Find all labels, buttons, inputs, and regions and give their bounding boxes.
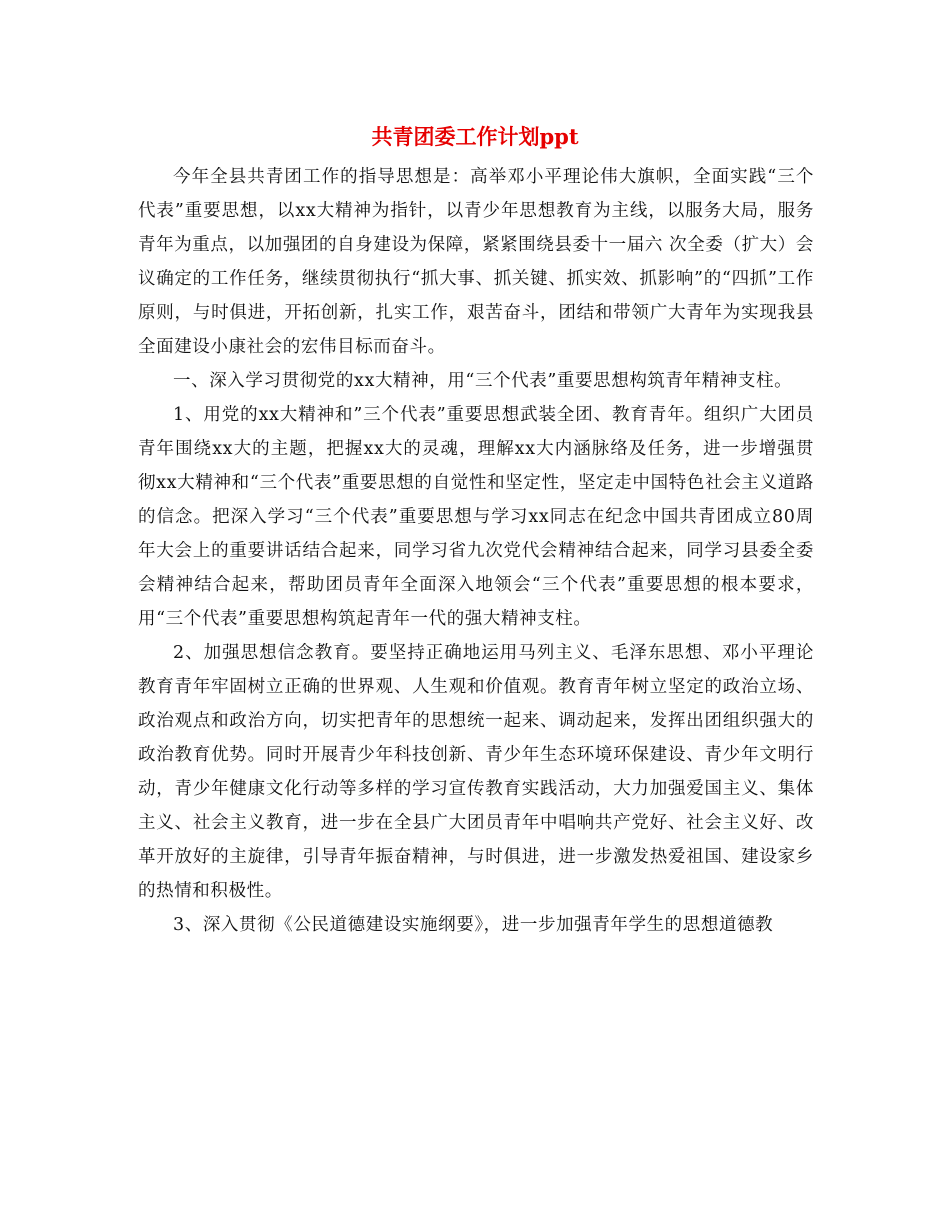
paragraph-item-3: 3、深入贯彻《公民道德建设实施纲要》，进一步加强青年学生的思想道德教 — [173, 915, 774, 935]
paragraph-guiding-thought: 今年全县共青团工作的指导思想是：高举邓小平理论伟大旗帜，全面实践“三个代表”重要思想，以xx大精神为指针，以青少年思想教育为主线，以服务大局，服务青年为重点，以加强团的自身建设为保障，紧紧围绕县委十一届六 次全委（扩大）会议确定的工作任务，继续贯彻执行“抓大事、抓关键、抓实效、抓影响”的“四抓”工作原则，与时俱进，开拓创新，扎实工作，艰苦奋斗，团结和带领广大青年为实现我县全面建设小康社会的宏伟目标而奋斗。 — [138, 167, 814, 357]
paragraph-item-2: 2、加强思想信念教育。要坚持正确地运用马列主义、毛泽东思想、邓小平理论教育青年牢固树立正确的世界观、人生观和价值观。教育青年树立坚定的政治立场、政治观点和政治方向，切实把青年的思想统一起来、调动起来，发挥出团组织强大的政治教育优势。同时开展青少年科技创新、青少年生态环境环保建设、青少年文明行动，青少年健康文化行动等多样的学习宣传教育实践活动，大力加强爱国主义、集体主义、社会主义教育，进一步在全县广大团员青年中唱响共产党好、社会主义好、改革开放好的主旋律，引导青年振奋精神，与时俱进，进一步激发热爱祖国、建设家乡的热情和积极性。 — [138, 643, 814, 901]
document-body — [138, 160, 814, 942]
document-title: 共青团委工作计划ppt — [371, 124, 579, 149]
paragraph-section-one-heading: 一、深入学习贯彻党的xx大精神，用“三个代表”重要思想构筑青年精神支柱。 — [173, 371, 793, 391]
paragraph-item-1: 1、用党的xx大精神和”三个代表”重要思想武装全团、教育青年。组织广大团员青年围绕xx大的主题，把握xx大的灵魂，理解xx大内涵脉络及任务，进一步增强贯彻xx大精神和“三个代表”重要思想的自觉性和坚定性，坚定走中国特色社会主义道路的信念。把深入学习“三个代表”重要思想与学习xx同志在纪念中国共青团成立80周年大会上的重要讲话结合起来，同学习省九次党代会精神结合起来，同学习县委全委会精神结合起来，帮助团员青年全面深入地领会“三个代表”重要思想的根本要求，用“三个代表”重要思想构筑起青年一代的强大精神支柱。 — [138, 405, 814, 629]
